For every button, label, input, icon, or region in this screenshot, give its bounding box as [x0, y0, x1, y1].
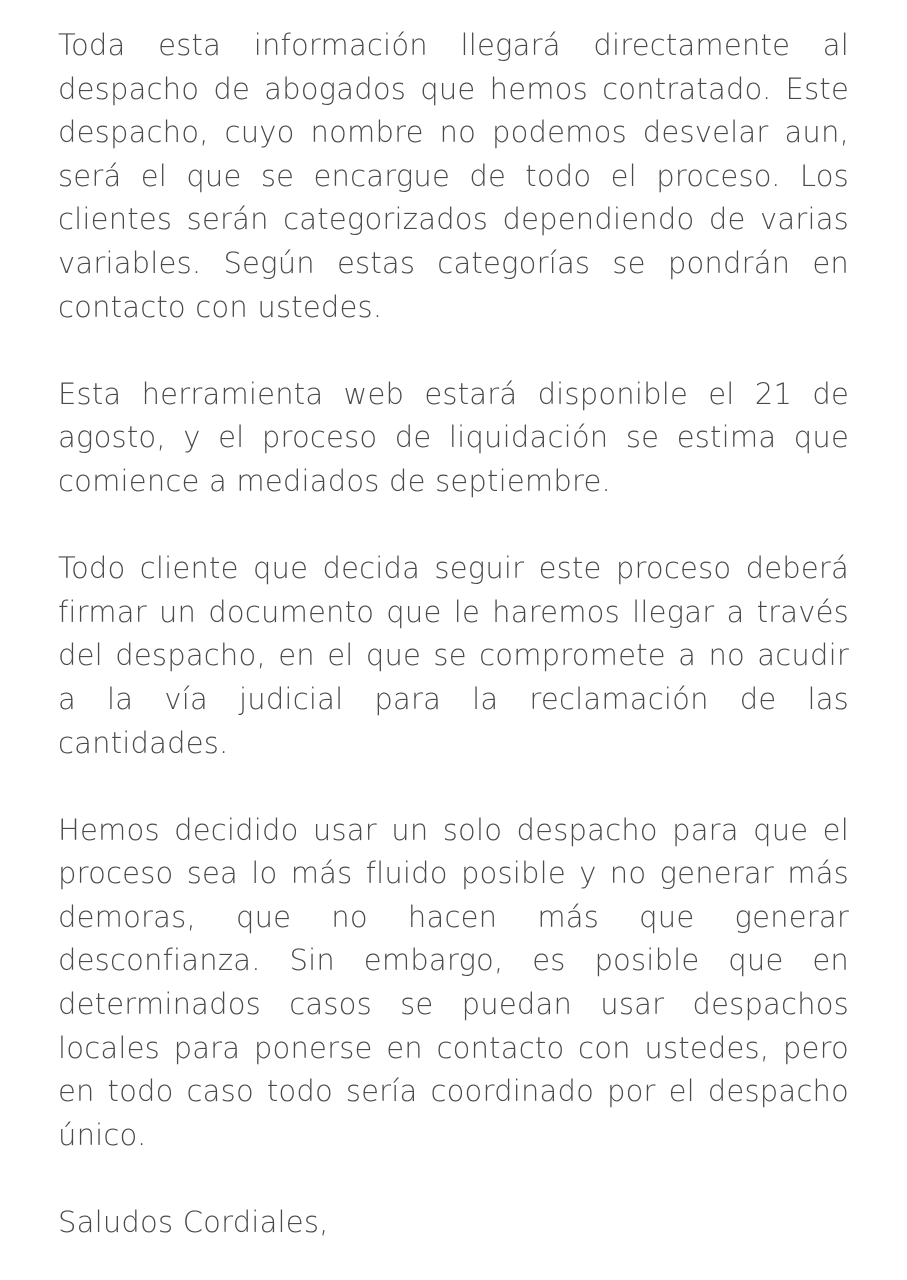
paragraph-information-routing: Toda esta información llegará directamente al despacho de abogados que hemos contratado. Este despacho, cuyo nombre no podemos desvelar aun, será el que se encargue de todo el proceso. Los clientes serán categorizados dependiendo de varias variables. Según estas categorías se pondrán en contacto con ustedes. — [58, 28, 849, 324]
paragraph-availability-dates: Esta herramienta web estará disponible el 21 de agosto, y el proceso de liquidación se estima que comience a mediados de septiembre. — [58, 376, 849, 498]
paragraph-single-firm: Hemos decidido usar un solo despacho para que el proceso sea lo más fluido posible y no generar más demoras, que no hacen más que generar desconfianza. Sin embargo, es posible que en determinados casos se puedan usar despachos locales para ponerse en contacto con ustedes, pero en todo caso todo sería coordinado por el despacho único. — [58, 812, 849, 1152]
closing-salutation: Saludos Cordiales, — [58, 1205, 329, 1240]
document-body — [58, 24, 849, 1245]
paragraph-signing-commitment: Todo cliente que decida seguir este proceso deberá firmar un documento que le haremos llegar a través del despacho, en el que se compromete a no acudir a la vía judicial para la reclamación de las cantidades. — [58, 551, 849, 760]
